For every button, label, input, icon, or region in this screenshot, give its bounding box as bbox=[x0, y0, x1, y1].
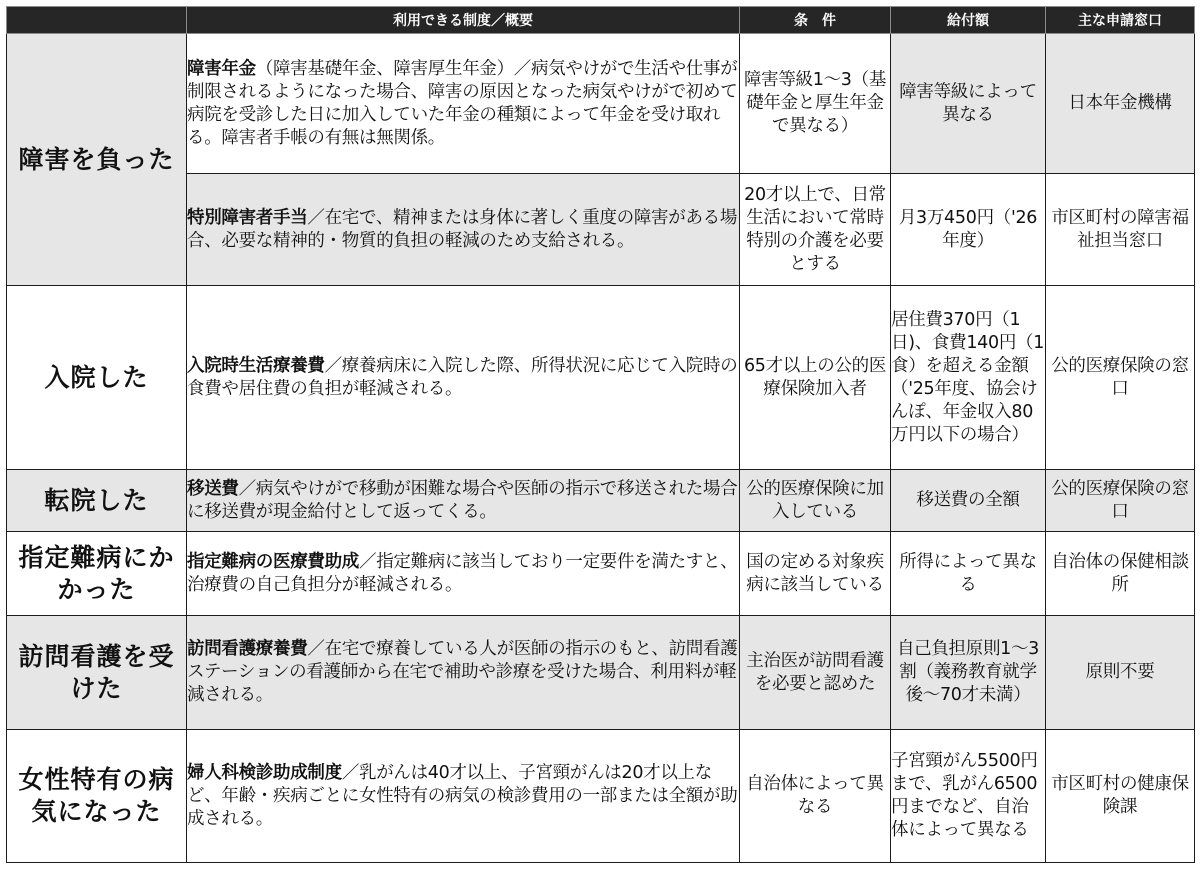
system-name: 障害年金 bbox=[187, 58, 256, 79]
situation-cell: 指定難病にかかった bbox=[7, 532, 187, 616]
conditions-cell: 国の定める対象疾病に該当している bbox=[740, 532, 891, 616]
system-name: 入院時生活療養費 bbox=[187, 355, 325, 376]
system-cell bbox=[187, 730, 740, 863]
header-row bbox=[7, 7, 1195, 34]
benefits-table bbox=[6, 6, 1195, 863]
system-name: 指定難病の医療費助成 bbox=[187, 551, 359, 572]
system-name: 婦人科検診助成制度 bbox=[187, 762, 342, 783]
system-cell bbox=[187, 286, 740, 470]
table-row bbox=[7, 470, 1195, 532]
table-row bbox=[7, 34, 1195, 174]
system-cell bbox=[187, 174, 740, 286]
table-row bbox=[7, 730, 1195, 863]
system-cell bbox=[187, 532, 740, 616]
header-amount: 給付額 bbox=[891, 7, 1046, 34]
amount-cell: 子宮頸がん5500円まで、乳がん6500円までなど、自治体によって異なる bbox=[891, 730, 1046, 863]
system-desc: ／在宅で、精神または身体に著しく重度の障害がある場合、必要な精神的・物質的負担の軽減のため支給される。 bbox=[187, 207, 738, 251]
system-name: 訪問看護療養費 bbox=[187, 639, 308, 659]
system-name: 特別障害者手当 bbox=[187, 207, 308, 228]
system-cell bbox=[187, 470, 740, 532]
situation-cell: 訪問看護を受けた bbox=[7, 616, 187, 730]
amount-cell: 居住費370円（1日)、食費140円（1食）を超える金額（'25年度、協会けんぽ、年金収入80万円以下の場合） bbox=[891, 286, 1046, 470]
system-cell bbox=[187, 34, 740, 174]
system-desc: ／病気やけがで移動が困難な場合や医師の指示で移送された場合に移送費が現金給付として返ってくる。 bbox=[187, 478, 738, 522]
amount-cell: 所得によって異なる bbox=[891, 532, 1046, 616]
conditions-cell: 自治体によって異なる bbox=[740, 730, 891, 863]
header-office: 主な申請窓口 bbox=[1046, 7, 1195, 34]
office-cell: 公的医療保険の窓口 bbox=[1046, 286, 1195, 470]
table-row bbox=[7, 616, 1195, 730]
office-cell: 公的医療保険の窓口 bbox=[1046, 470, 1195, 532]
table-row bbox=[7, 532, 1195, 616]
conditions-cell: 障害等級1～3（基礎年金と厚生年金で異なる） bbox=[740, 34, 891, 174]
office-cell: 自治体の保健相談所 bbox=[1046, 532, 1195, 616]
office-cell: 市区町村の健康保険課 bbox=[1046, 730, 1195, 863]
system-desc: ／在宅で療養している人が医師の指示のもと、訪問看護ステーションの看護師から在宅で補助や診療を受けた場合、利用料が軽減される。 bbox=[187, 639, 738, 705]
conditions-cell: 公的医療保険に加入している bbox=[740, 470, 891, 532]
amount-cell: 障害等級によって異なる bbox=[891, 34, 1046, 174]
amount-cell: 月3万450円（'26年度） bbox=[891, 174, 1046, 286]
system-desc: （障害基礎年金、障害厚生年金）／病気やけがで生活や仕事が制限されるようになった場合、障害の原因となった病気やけがで初めて病院を受診した日に加入していた年金の種類によって年金を受け取れる。障害者手帳の有無は無関係。 bbox=[187, 58, 738, 148]
situation-cell: 女性特有の病気になった bbox=[7, 730, 187, 863]
table-row bbox=[7, 286, 1195, 470]
conditions-cell: 65才以上の公的医療保険加入者 bbox=[740, 286, 891, 470]
header-conditions: 条 件 bbox=[740, 7, 891, 34]
system-desc: ／指定難病に該当しており一定要件を満たすと、治療費の自己負担分が軽減される。 bbox=[187, 551, 738, 595]
header-blank bbox=[7, 7, 187, 34]
conditions-cell: 主治医が訪問看護を必要と認めた bbox=[740, 616, 891, 730]
situation-cell: 転院した bbox=[7, 470, 187, 532]
system-desc: ／療養病床に入院した際、所得状況に応じて入院時の食費や居住費の負担が軽減される。 bbox=[187, 355, 738, 399]
situation-cell: 入院した bbox=[7, 286, 187, 470]
situation-cell: 障害を負った bbox=[7, 34, 187, 286]
office-cell: 日本年金機構 bbox=[1046, 34, 1195, 174]
conditions-cell: 20才以上で、日常生活において常時特別の介護を必要とする bbox=[740, 174, 891, 286]
amount-cell: 自己負担原則1～3割（義務教育就学後～70才未満） bbox=[891, 616, 1046, 730]
header-system: 利用できる制度／概要 bbox=[187, 7, 740, 34]
office-cell: 市区町村の障害福祉担当窓口 bbox=[1046, 174, 1195, 286]
amount-cell: 移送費の全額 bbox=[891, 470, 1046, 532]
system-name: 移送費 bbox=[187, 478, 239, 499]
system-desc: ／乳がんは40才以上、子宮頸がんは20才以上など、年齢・疾病ごとに女性特有の病気の検診費用の一部または全額が助成される。 bbox=[187, 762, 738, 829]
office-cell: 原則不要 bbox=[1046, 616, 1195, 730]
system-cell bbox=[187, 616, 740, 730]
